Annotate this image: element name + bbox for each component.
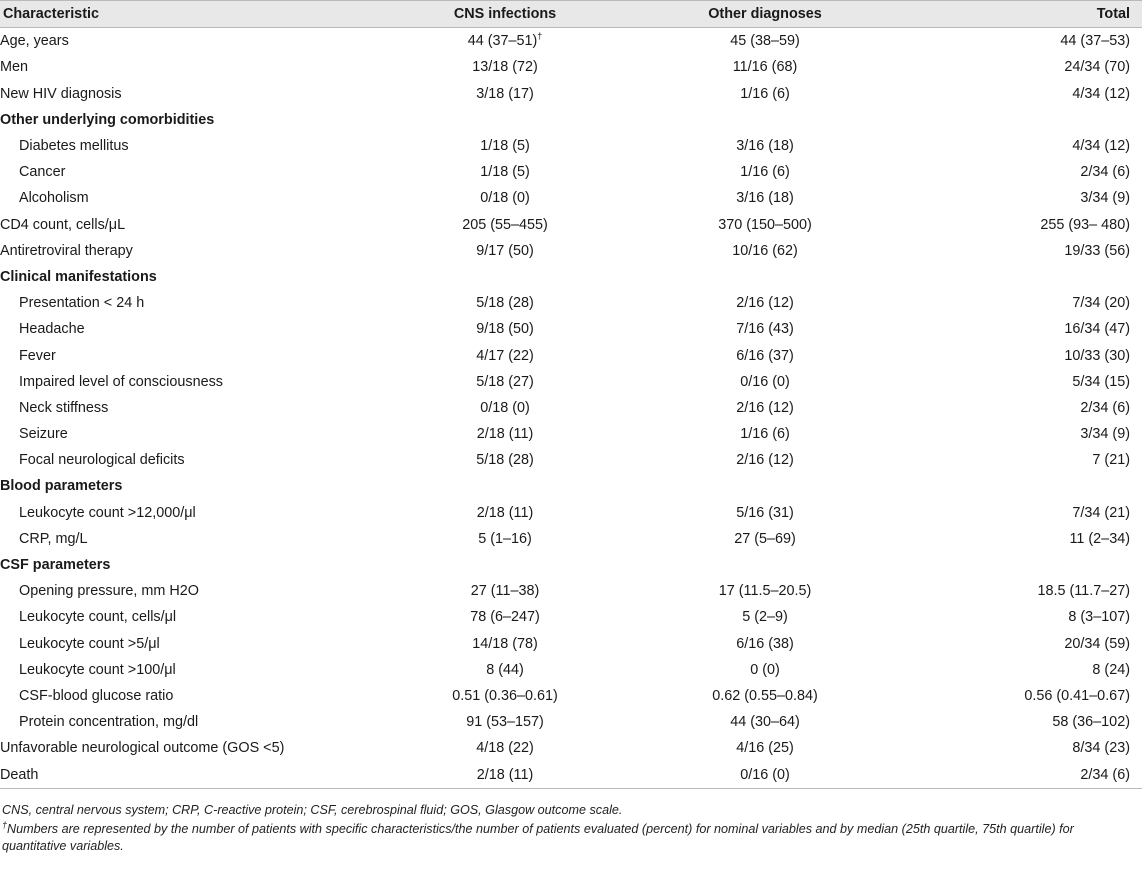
cell-value: 4/18 (22): [476, 740, 534, 757]
cell-total: [900, 395, 1142, 421]
cell-cns-infections: [380, 28, 630, 55]
cell-total: [900, 107, 1142, 133]
cell-value: 11/16 (68): [732, 59, 798, 76]
row-label: Focal neurological deficits: [19, 452, 185, 469]
cell-other-diagnoses: [630, 264, 900, 290]
cell-other-diagnoses: [630, 395, 900, 421]
section-header-row: [0, 473, 1142, 499]
cell-total: [900, 735, 1142, 761]
cell-value: 0.51 (0.36–0.61): [452, 687, 558, 704]
cell-value: 2/18 (11): [476, 504, 534, 521]
cell-value: 2/34 (6): [1080, 399, 1130, 416]
cell-cns-infections: [380, 473, 630, 499]
section-header-row: [0, 264, 1142, 290]
row-label: CRP, mg/L: [19, 530, 88, 547]
row-label: Seizure: [19, 426, 68, 443]
table-row: [0, 761, 1142, 788]
cell-value: 4/34 (12): [1072, 85, 1130, 102]
cell-value: 20/34 (59): [1064, 635, 1130, 652]
cell-other-diagnoses: [630, 212, 900, 238]
row-label: Leukocyte count, cells/μl: [19, 609, 177, 626]
cell-other-diagnoses: [630, 631, 900, 657]
cell-value: 8 (24): [1092, 661, 1130, 678]
cell-cns-infections: [380, 552, 630, 578]
row-label: Fever: [19, 347, 56, 364]
cell-value: 5/34 (15): [1072, 373, 1130, 390]
table-row: [0, 212, 1142, 238]
cell-value: 205 (55–455): [462, 216, 548, 233]
cell-total: [900, 342, 1142, 368]
cell-total: [900, 631, 1142, 657]
cell-value: 24/34 (70): [1064, 59, 1130, 76]
cell-value: 255 (93– 480): [1040, 216, 1130, 233]
cell-other-diagnoses: [630, 421, 900, 447]
table-row: [0, 185, 1142, 211]
cell-value: 8 (44): [486, 661, 524, 678]
row-label: Headache: [19, 321, 85, 338]
cell-value: 17 (11.5–20.5): [718, 583, 812, 600]
cell-cns-infections: [380, 316, 630, 342]
row-label: CD4 count, cells/μL: [0, 216, 126, 233]
cell-total: [900, 28, 1142, 55]
cell-cns-infections: [380, 264, 630, 290]
cell-value: 9/18 (50): [476, 321, 534, 338]
table-row: [0, 500, 1142, 526]
table-row: [0, 735, 1142, 761]
cell-value: 0.56 (0.41–0.67): [1024, 687, 1130, 704]
cell-total: [900, 212, 1142, 238]
table-row: [0, 238, 1142, 264]
cell-other-diagnoses: [630, 342, 900, 368]
cell-total: [900, 500, 1142, 526]
cell-value: 8/34 (23): [1072, 740, 1130, 757]
row-label: Alcoholism: [19, 190, 89, 207]
cell-total: [900, 657, 1142, 683]
table-row: [0, 133, 1142, 159]
cell-total: [900, 369, 1142, 395]
cell-other-diagnoses: [630, 578, 900, 604]
cell-value: 91 (53–157): [466, 714, 544, 731]
cell-cns-infections: [380, 185, 630, 211]
cell-cns-infections: [380, 657, 630, 683]
cell-value: 0.62 (0.55–0.84): [712, 687, 818, 704]
table-row: [0, 369, 1142, 395]
cell-other-diagnoses: [630, 526, 900, 552]
row-label: Unfavorable neurological outcome (GOS <5): [0, 740, 285, 757]
cell-value: 1/18 (5): [480, 164, 530, 181]
cell-cns-infections: [380, 107, 630, 133]
table-row: [0, 578, 1142, 604]
table-row: [0, 683, 1142, 709]
cell-total: [900, 421, 1142, 447]
cell-value: 44 (37–53): [1060, 33, 1130, 50]
cell-total: [900, 54, 1142, 80]
row-label: Leukocyte count >12,000/μl: [19, 504, 196, 521]
cell-other-diagnoses: [630, 552, 900, 578]
cell-value: 10/33 (30): [1064, 347, 1130, 364]
cell-cns-infections: [380, 290, 630, 316]
cell-value: 1/16 (6): [740, 426, 790, 443]
cell-other-diagnoses: [630, 473, 900, 499]
cell-value: 4/16 (25): [736, 740, 794, 757]
cell-cns-infections: [380, 395, 630, 421]
table-row: [0, 709, 1142, 735]
cell-value: 0/16 (0): [740, 373, 790, 390]
cell-other-diagnoses: [630, 54, 900, 80]
cell-value: 27 (11–38): [470, 583, 540, 600]
cell-total: [900, 473, 1142, 499]
table-row: [0, 316, 1142, 342]
cell-other-diagnoses: [630, 28, 900, 55]
dagger-symbol: †: [2, 819, 8, 830]
cell-cns-infections: [380, 133, 630, 159]
cell-other-diagnoses: [630, 604, 900, 630]
section-header-row: [0, 552, 1142, 578]
cell-value: 2/18 (11): [476, 766, 534, 783]
row-label: Diabetes mellitus: [19, 138, 129, 155]
table-row: [0, 342, 1142, 368]
table-footnotes: [0, 789, 1142, 855]
cell-value: 4/17 (22): [476, 347, 534, 364]
table-header-row: [0, 1, 1142, 28]
cell-value: 7/16 (43): [736, 321, 794, 338]
cell-value: 14/18 (78): [472, 635, 538, 652]
cell-other-diagnoses: [630, 657, 900, 683]
cell-other-diagnoses: [630, 735, 900, 761]
row-label: Opening pressure, mm H2O: [19, 583, 199, 600]
cell-other-diagnoses: [630, 369, 900, 395]
cell-value: 2/34 (6): [1080, 164, 1130, 181]
cell-total: [900, 159, 1142, 185]
cell-value: 0 (0): [750, 661, 780, 678]
cell-total: [900, 709, 1142, 735]
cell-value: 9/17 (50): [476, 242, 534, 259]
row-label: Leukocyte count >100/μl: [19, 661, 176, 678]
cell-other-diagnoses: [630, 500, 900, 526]
cell-cns-infections: [380, 761, 630, 788]
cell-cns-infections: [380, 159, 630, 185]
cell-total: [900, 552, 1142, 578]
cell-other-diagnoses: [630, 761, 900, 788]
cell-value: 3/16 (18): [736, 138, 794, 155]
cell-value: 3/34 (9): [1080, 190, 1130, 207]
cell-total: [900, 264, 1142, 290]
cell-total: [900, 238, 1142, 264]
cell-value: 7/34 (20): [1072, 295, 1130, 312]
table-body: [0, 28, 1142, 788]
cell-cns-infections: [380, 212, 630, 238]
cell-value: 19/33 (56): [1064, 242, 1130, 259]
cell-value: 370 (150–500): [718, 216, 812, 233]
row-label: Neck stiffness: [19, 399, 109, 416]
cell-value: 6/16 (37): [736, 347, 794, 364]
cell-value: 5 (1–16): [478, 530, 532, 547]
dagger-note: [2, 821, 1140, 855]
cell-value: 2/16 (12): [736, 399, 794, 416]
cell-cns-infections: [380, 709, 630, 735]
row-label: New HIV diagnosis: [0, 85, 122, 102]
cell-value: 5/18 (27): [476, 373, 534, 390]
cell-cns-infections: [380, 631, 630, 657]
cell-value: 2/34 (6): [1080, 766, 1130, 783]
cell-value: 7 (21): [1092, 452, 1130, 469]
section-label: Clinical manifestations: [0, 268, 157, 285]
column-header-cns-infections: CNS infections: [380, 1, 630, 28]
cell-other-diagnoses: [630, 447, 900, 473]
cell-total: [900, 290, 1142, 316]
column-header-total: Total: [900, 1, 1142, 28]
cell-cns-infections: [380, 735, 630, 761]
row-label: Cancer: [19, 164, 66, 181]
cell-other-diagnoses: [630, 238, 900, 264]
cell-total: [900, 604, 1142, 630]
row-label: Age, years: [0, 33, 69, 50]
table-row: [0, 657, 1142, 683]
cell-value: 2/16 (12): [736, 295, 794, 312]
table-row: [0, 631, 1142, 657]
cell-value: 1/16 (6): [740, 164, 790, 181]
cell-value: 1/16 (6): [740, 85, 790, 102]
cell-value: 3/16 (18): [736, 190, 794, 207]
cell-cns-infections: [380, 526, 630, 552]
cell-value: 10/16 (62): [732, 242, 798, 259]
cell-total: [900, 316, 1142, 342]
cell-value: 3/34 (9): [1080, 426, 1130, 443]
table-row: [0, 54, 1142, 80]
cell-total: [900, 761, 1142, 788]
cell-value: 78 (6–247): [470, 609, 540, 626]
cell-value: 8 (3–107): [1068, 609, 1130, 626]
abbreviations-note: CNS, central nervous system; CRP, C-reactive protein; CSF, cerebrospinal fluid; GOS, Glasgow outcome scale.: [2, 802, 623, 817]
cell-cns-infections: [380, 369, 630, 395]
dagger-note-text: Numbers are represented by the number of patients with specific characteristics/the number of patients evaluated (percent) for nominal variables and by median (25th quartile, 75th quartile) for quantitative variables.: [2, 821, 1074, 853]
row-label: CSF-blood glucose ratio: [19, 687, 174, 704]
cell-cns-infections: [380, 81, 630, 107]
cell-value: 5/16 (31): [736, 504, 794, 521]
cell-other-diagnoses: [630, 159, 900, 185]
cell-value: 6/16 (38): [736, 635, 794, 652]
section-label: Blood parameters: [0, 478, 123, 495]
cell-other-diagnoses: [630, 133, 900, 159]
cell-value: 5/18 (28): [476, 452, 534, 469]
cell-value: 5 (2–9): [742, 609, 788, 626]
table-row: [0, 421, 1142, 447]
cell-value: 13/18 (72): [472, 59, 538, 76]
table-row: [0, 395, 1142, 421]
cell-value: 11 (2–34): [1069, 530, 1130, 547]
table-row: [0, 159, 1142, 185]
cell-value: 16/34 (47): [1064, 321, 1130, 338]
cell-value: 4/34 (12): [1072, 138, 1130, 155]
cell-value: 7/34 (21): [1072, 504, 1130, 521]
cell-value: 44 (37–51): [467, 33, 538, 50]
table-row: [0, 604, 1142, 630]
cell-total: [900, 447, 1142, 473]
row-label: Men: [0, 59, 28, 76]
cell-value: 5/18 (28): [476, 295, 534, 312]
column-header-other-diagnoses: Other diagnoses: [630, 1, 900, 28]
cell-other-diagnoses: [630, 316, 900, 342]
cell-other-diagnoses: [630, 290, 900, 316]
cell-cns-infections: [380, 342, 630, 368]
cell-other-diagnoses: [630, 81, 900, 107]
cell-cns-infections: [380, 683, 630, 709]
table-row: [0, 526, 1142, 552]
cell-total: [900, 81, 1142, 107]
cell-other-diagnoses: [630, 683, 900, 709]
cell-value: 45 (38–59): [730, 33, 800, 50]
row-label: Death: [0, 761, 380, 788]
column-header-characteristic: Characteristic: [0, 1, 380, 28]
table-row: [0, 290, 1142, 316]
cell-value: 0/18 (0): [480, 190, 530, 207]
row-label: Antiretroviral therapy: [0, 242, 133, 259]
table-row: [0, 28, 1142, 55]
cell-value: 0/16 (0): [740, 766, 790, 783]
cell-cns-infections: [380, 578, 630, 604]
cell-other-diagnoses: [630, 185, 900, 211]
cell-other-diagnoses: [630, 107, 900, 133]
cell-total: [900, 683, 1142, 709]
cell-value: 0/18 (0): [480, 399, 530, 416]
cell-other-diagnoses: [630, 709, 900, 735]
cell-value: 3/18 (17): [476, 85, 534, 102]
cell-cns-infections: [380, 500, 630, 526]
cell-value: 27 (5–69): [734, 530, 796, 547]
cell-value: 58 (36–102): [1052, 714, 1130, 731]
section-label: Other underlying comorbidities: [0, 111, 215, 128]
section-label: CSF parameters: [0, 557, 111, 574]
cell-cns-infections: [380, 54, 630, 80]
row-label: Impaired level of consciousness: [19, 373, 223, 390]
table-row: [0, 447, 1142, 473]
cell-total: [900, 526, 1142, 552]
cell-value: 1/18 (5): [480, 138, 530, 155]
section-header-row: [0, 107, 1142, 133]
cell-total: [900, 578, 1142, 604]
cell-total: [900, 185, 1142, 211]
row-label: Presentation < 24 h: [19, 295, 145, 312]
cell-value: 44 (30–64): [730, 714, 800, 731]
cell-value: 2/16 (12): [736, 452, 794, 469]
cell-cns-infections: [380, 604, 630, 630]
row-label: Leukocyte count >5/μl: [19, 635, 160, 652]
cell-value: 2/18 (11): [476, 426, 534, 443]
cell-cns-infections: [380, 421, 630, 447]
dagger-footnote-mark: †: [537, 31, 543, 42]
cell-total: [900, 133, 1142, 159]
cell-cns-infections: [380, 238, 630, 264]
row-label: Protein concentration, mg/dl: [19, 714, 199, 731]
table-row: [0, 81, 1142, 107]
cell-cns-infections: [380, 447, 630, 473]
cell-value: 18.5 (11.7–27): [1037, 583, 1130, 600]
